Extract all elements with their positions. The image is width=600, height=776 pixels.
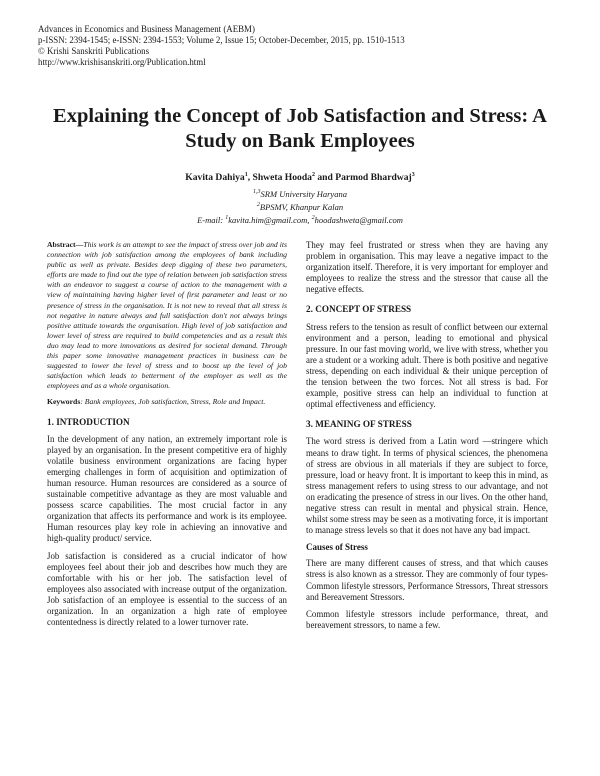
- abstract: [47, 240, 287, 391]
- paragraph: Job satisfaction is considered as a crucial indicator of how employees feel about their job and describes how much they are comfortable with his or her job. The satisfaction level of employees also associated with increase output of the organization. Job satisfaction of an employee is essential to the success of an organization. In an organization a high rate of employee contentedness is directly related to a lower turnover rate.: [47, 550, 287, 628]
- email-label: E-mail:: [197, 214, 226, 225]
- email-link[interactable]: kavita.him@gmail.com,: [228, 214, 312, 225]
- keywords-text: : Bank employees, Job satisfaction, Stress, Role and Impact.: [80, 397, 266, 407]
- author-name: Kavita Dahiya: [185, 172, 245, 184]
- journal-header: [38, 24, 405, 68]
- author-separator: ,: [247, 172, 253, 184]
- section-heading-introduction: 1. INTRODUCTION: [47, 416, 130, 427]
- journal-name: Advances in Economics and Business Management (AEBM): [38, 24, 255, 34]
- author-emails: [0, 213, 600, 226]
- affiliation-2: [0, 200, 600, 213]
- subsection-heading-causes: Causes of Stress: [306, 542, 368, 553]
- keywords-label: Keywords: [47, 397, 81, 407]
- author-sup: 3: [411, 172, 415, 178]
- author-separator: and: [314, 172, 336, 184]
- paper-title: Explaining the Concept of Job Satisfaction and Stress: A Study on Bank Employees: [53, 105, 547, 152]
- left-column: [47, 240, 287, 634]
- abstract-label: Abstract—: [47, 240, 84, 249]
- section-heading-meaning: 3. MEANING OF STRESS: [306, 419, 412, 430]
- email-sup: 1: [225, 214, 229, 221]
- affiliations: [0, 187, 600, 225]
- affiliation-1: [0, 187, 600, 200]
- affiliation-sup: 1,3: [253, 189, 261, 195]
- journal-publisher: © Krishi Sanskriti Publications: [38, 46, 150, 56]
- affiliation-sup: 2: [256, 201, 260, 208]
- affiliation-text: BPSMV, Khanpur Kalan: [259, 201, 344, 212]
- journal-issn: p-ISSN: 2394-1545; e-ISSN: 2394-1553; Volume 2, Issue 15; October-December, 2015, pp. 1510-1513: [38, 35, 405, 45]
- author-name: Shweta Hooda: [252, 172, 312, 184]
- abstract-text: This work is an attempt to see the impact of stress over job and its connection with job satisfaction among the employees of bank including public as well as private. Besides deep digging of these two parameters, efforts are made to find out the type of relation between job satisfaction stress with an endeavor to suggest a course of action to the management with a view of maintaining having higher level of first parameter and least or no presence of stress in the organisation. It is not new to reveal that all stress is not negative in nature always and full satisfaction don't not always brings positive attitude towards the organisation. High level of job satisfaction and lower level of stress are required to build competencies and as a result this duo may lead to more innovations as desired for societal demand. Through this paper some innovative management practices in business can be suggested to lower the level of stress and to boost up the level of job satisfaction which leads to betterment of the employer as well as the employees and as a whole organisation.: [47, 240, 287, 391]
- paragraph: Common lifestyle stressors include performance, threat, and bereavement stressors, to name a few.: [306, 608, 548, 630]
- right-column: [306, 240, 548, 637]
- paragraph: In the development of any nation, an extremely important role is played by an organisation. In the present competitive era of highly volatile business environment organizations are facing hyper emerging challenges in form of acquisition and optimization of human resource. Human resources are considered as a source of sustainable competitive advantage as they are most valuable and possess scarce capabilities. The most crucial factor in any organization that affects its performance and work is its employee. Human resources play key role in achieving an innovative and high-quality product/ service.: [47, 433, 287, 544]
- journal-url: http://www.krishisanskriti.org/Publication.html: [38, 57, 206, 67]
- keywords: [47, 397, 287, 407]
- section-heading-concept: 2. CONCEPT OF STRESS: [306, 304, 412, 315]
- author-name: Parmod Bhardwaj: [335, 172, 412, 184]
- email-sup: 2: [311, 214, 315, 221]
- email-link[interactable]: hoodashweta@gmail.com: [314, 214, 403, 225]
- paragraph: There are many different causes of stress, and that which causes stress is also known as a stressor. They are commonly of four types- Common lifestyle stressors, Performance Stressors, Threat stressors and Bereavement Stressors.: [306, 558, 548, 602]
- paragraph: Stress refers to the tension as result of conflict between our external environment and a person, leading to emotional and physical pressure. In our fast moving world, we live with stress, whether you are a student or a working adult. There is both positive and negative stress, depending on each individual & their unique perception of the tension between the two forces. Not all stress is bad. For example, positive stress can help an individual to function at optimal effectiveness and efficiency.: [306, 321, 548, 410]
- paragraph: They may feel frustrated or stress when they are having any problem in organisation. This may leave a negative impact to the organization itself. Therefore, it is very important for employer and employees to realize the stress and the stressor that cause all the negative effects.: [306, 240, 548, 295]
- paragraph: The word stress is derived from a Latin word —stringere which means to draw tight. In terms of physical sciences, the phenomena of stress are obvious in all materials if they are subject to force, pressure, load or heavy front. It is important to keep this in mind, as stress management refers to using stress to our advantage, and not on eradicating the presence of stress in our lives. On the other hand, negative stress can result in mental and physical strain. Hence, whilst some stress may be seen as a motivating force, it is important to manage stress levels so that it does not have any bad impact.: [306, 436, 548, 536]
- affiliation-text: SRM University Haryana: [260, 188, 347, 199]
- author-list: [0, 172, 600, 183]
- author-sup: 2: [311, 172, 315, 178]
- author-sup: 1: [244, 172, 248, 178]
